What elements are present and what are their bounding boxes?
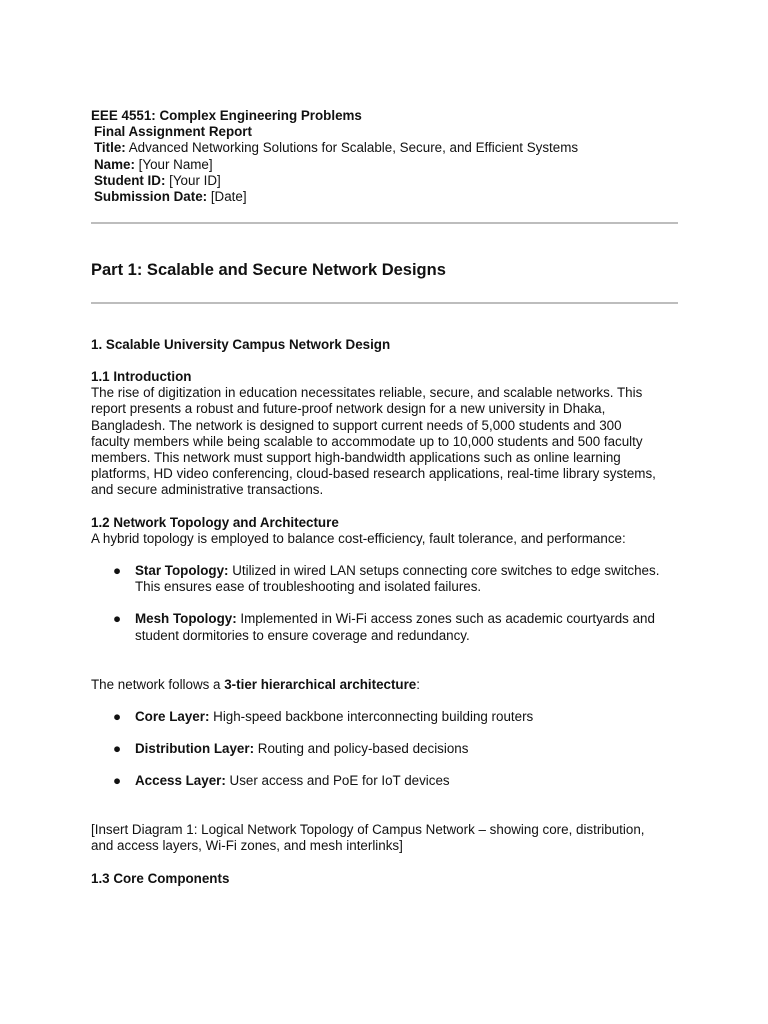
topology-list xyxy=(91,563,680,644)
author-name-line xyxy=(91,157,680,173)
paragraph-line: platforms, HD video conferencing, cloud-based research applications, real-time library systems, xyxy=(91,466,656,482)
bullet-icon: ● xyxy=(113,611,122,627)
course-title: EEE 4551: Complex Engineering Problems xyxy=(91,108,362,123)
list-item-text: Routing and policy-based decisions xyxy=(254,741,469,757)
list-item-label: Access Layer: xyxy=(135,773,226,789)
list-item xyxy=(91,611,680,643)
list-item-text: High-speed backbone interconnecting building routers xyxy=(209,709,534,724)
student-id-label: Student ID: xyxy=(94,172,166,188)
intro-section xyxy=(91,369,680,499)
paragraph-line: [Insert Diagram 1: Logical Network Topology of Campus Network – showing core, distribution, xyxy=(91,822,645,837)
subsection-heading: 1.1 Introduction xyxy=(91,369,192,384)
architecture-emphasis: 3-tier hierarchical architecture xyxy=(224,677,417,692)
report-type: Final Assignment Report xyxy=(94,124,252,140)
list-item-text: Implemented in Wi-Fi access zones such as academic courtyards and xyxy=(236,611,655,627)
architecture-paragraph: The network follows a 3-tier hierarchical architecture: xyxy=(91,677,420,692)
subsection-heading: 1.3 Core Components xyxy=(91,871,230,886)
bullet-icon: ● xyxy=(113,773,122,789)
student-id-value: [Your ID] xyxy=(165,172,221,188)
horizontal-rule xyxy=(91,302,678,304)
submission-date-value: [Date] xyxy=(207,189,247,205)
subsection-heading: 1.2 Network Topology and Architecture xyxy=(91,515,339,530)
author-name-value: [Your Name] xyxy=(134,156,213,172)
paragraph-line: and access layers, Wi-Fi zones, and mesh interlinks] xyxy=(91,838,403,854)
list-item-label: Star Topology: xyxy=(135,563,229,578)
report-title-line xyxy=(91,140,680,156)
paragraph-line: A hybrid topology is employed to balance cost-efficiency, fault tolerance, and performance: xyxy=(91,531,626,547)
list-item-text: Utilized in wired LAN setups connecting core switches to edge switches. xyxy=(228,563,660,578)
list-item xyxy=(91,563,680,595)
bullet-icon: ● xyxy=(113,563,122,578)
submission-date-label: Submission Date: xyxy=(94,189,208,205)
list-item-label: Distribution Layer: xyxy=(135,741,255,757)
list-item-text: student dormitories to ensure coverage and redundancy. xyxy=(135,627,470,643)
student-id-line xyxy=(91,173,680,189)
report-title-value: Advanced Networking Solutions for Scalable, Secure, and Efficient Systems xyxy=(125,140,579,156)
horizontal-rule xyxy=(91,222,678,224)
report-title-label: Title: xyxy=(94,140,126,156)
paragraph-line: Bangladesh. The network is designed to support current needs of 5,000 students and 300 xyxy=(91,417,622,433)
paragraph-line: faculty members while being scalable to accommodate up to 10,000 students and 500 faculty xyxy=(91,433,643,449)
list-item xyxy=(91,773,680,789)
diagram-placeholder xyxy=(91,822,680,854)
list-item-label: Mesh Topology: xyxy=(135,611,237,627)
paragraph-line: members. This network must support high-bandwidth applications such as online learning xyxy=(91,450,621,466)
author-name-label: Name: xyxy=(94,156,135,172)
list-item xyxy=(91,709,680,725)
list-item-label: Core Layer: xyxy=(135,709,210,724)
part-heading: Part 1: Scalable and Secure Network Designs xyxy=(91,261,446,279)
list-item-text: User access and PoE for IoT devices xyxy=(225,773,450,789)
layer-list xyxy=(91,709,680,790)
topology-section xyxy=(91,515,680,547)
list-item xyxy=(91,741,680,757)
list-item-text: This ensures ease of troubleshooting and isolated failures. xyxy=(135,579,482,595)
paragraph-line: and secure administrative transactions. xyxy=(91,482,324,498)
submission-date-line xyxy=(91,189,680,205)
section-heading: 1. Scalable University Campus Network Design xyxy=(91,337,391,352)
bullet-icon: ● xyxy=(113,741,122,757)
bullet-icon: ● xyxy=(113,709,122,724)
paragraph-line: The rise of digitization in education necessitates reliable, secure, and scalable networks. This xyxy=(91,385,643,401)
paragraph-line: report presents a robust and future-proof network design for a new university in Dhaka, xyxy=(91,401,606,417)
report-header xyxy=(91,108,680,205)
